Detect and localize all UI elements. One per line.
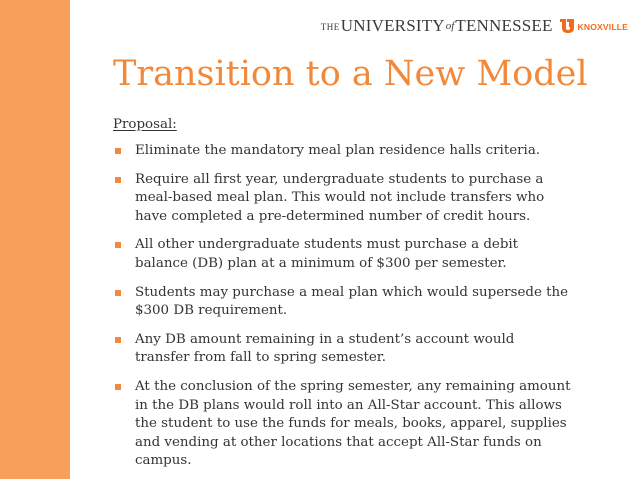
logo-tennessee: TENNESSEE xyxy=(455,16,553,35)
bullet-item xyxy=(113,331,571,368)
bullet-text: Any DB amount remaining in a student’s account would transfer from fall to spring semester. xyxy=(135,331,515,366)
bullet-text: Eliminate the mandatory meal plan residence halls criteria. xyxy=(135,143,541,158)
ut-logo-icon xyxy=(559,18,575,34)
bullet-item xyxy=(113,378,571,471)
logo-of: of xyxy=(445,20,455,32)
bullet-text: All other undergraduate students must purchase a debit balance (DB) plan at a minimum of $300 per semester. xyxy=(135,237,519,271)
slide-title: Transition to a New Model xyxy=(113,54,588,94)
bullet-list xyxy=(113,142,571,481)
bullet-item xyxy=(113,142,571,161)
square-bullet-icon xyxy=(115,148,121,154)
proposal-label: Proposal: xyxy=(113,117,177,132)
bullet-item xyxy=(113,284,571,321)
bullet-text: Require all first year, undergraduate students to purchase a meal-based meal plan. This would not include transfers who have completed a pre-determined number of credit hours. xyxy=(135,171,545,224)
square-bullet-icon xyxy=(115,290,121,296)
square-bullet-icon xyxy=(115,177,121,183)
square-bullet-icon xyxy=(115,384,121,390)
logo-the: THE xyxy=(320,22,340,32)
logo-campus: KNOXVILLE xyxy=(577,22,628,32)
bullet-item xyxy=(113,171,571,227)
square-bullet-icon xyxy=(115,337,121,343)
university-logo xyxy=(321,12,628,40)
orange-side-bar xyxy=(0,0,70,479)
bullet-text: Students may purchase a meal plan which would supersede the $300 DB requirement. xyxy=(135,284,569,319)
square-bullet-icon xyxy=(115,242,121,248)
bullet-text: At the conclusion of the spring semester, any remaining amount in the DB plans would roll into an All-Star account. This allows the student to use the funds for meals, books, apparel, supplies and vending at other locations that accept All-Star funds on campus. xyxy=(135,378,571,469)
logo-university: UNIVERSITY xyxy=(340,16,445,35)
bullet-item xyxy=(113,236,571,273)
